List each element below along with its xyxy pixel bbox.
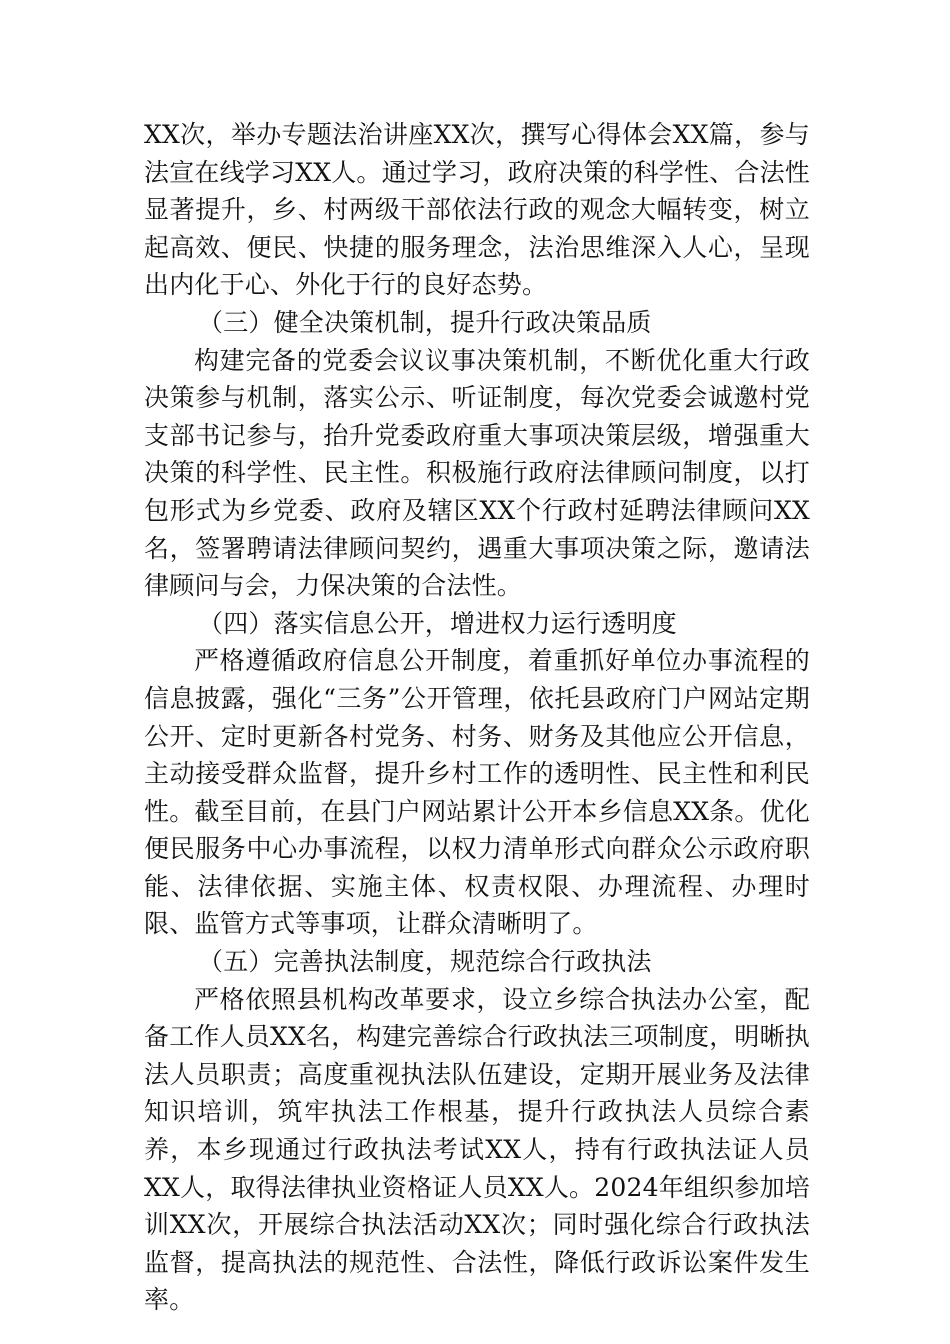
paragraph-decision-mechanism: 构建完备的党委会议议事决策机制，不断优化重大行政决策参与机制，落实公示、听证制度，每次党委会诚邀村党支部书记参与，抬升党委政府重大事项决策层级，增强重大决策的科学性、民主性。积极施行政府法律顾问制度，以打包形式为乡党委、政府及辖区XX个行政村延聘法律顾问XX名，签署聘请法律顾问契约，遇重大事项决策之际，邀请法律顾问与会，力保决策的合法性。 bbox=[144, 345, 810, 601]
section-heading-information-disclosure: （四）落实信息公开，增进权力运行透明度 bbox=[198, 608, 677, 638]
paragraph-law-enforcement: 严格依照县机构改革要求，设立乡综合执法办公室，配备工作人员XX名，构建完善综合行政执法三项制度，明晰执法人员职责；高度重视执法队伍建设，定期开展业务及法律知识培训，筑牢执法工作根基，提升行政执法人员综合素养，本乡现通过行政执法考试XX人，持有行政执法证人员XX人，取得法律执业资格证人员XX人。2024年组织参加培训XX次，开展综合执法活动XX次；同时强化综合行政执法监督，提高执法的规范性、合法性，降低行政诉讼案件发生率。 bbox=[144, 984, 810, 1315]
section-heading-decision-mechanism: （三）健全决策机制，提升行政决策品质 bbox=[198, 307, 652, 337]
paragraph-study-results: XX次，举办专题法治讲座XX次，撰写心得体会XX篇，参与法宣在线学习XX人。通过学习，政府决策的科学性、合法性显著提升，乡、村两级干部依法行政的观念大幅转变，树立起高效、便民、快捷的服务理念，法治思维深入人心，呈现出内化于心、外化于行的良好态势。 bbox=[144, 120, 810, 300]
section-heading-law-enforcement: （五）完善执法制度，规范综合行政执法 bbox=[198, 947, 652, 977]
paragraph-information-disclosure: 严格遵循政府信息公开制度，着重抓好单位办事流程的信息披露，强化“三务”公开管理，依托县政府门户网站定期公开、定时更新各村党务、村务、财务及其他应公开信息，主动接受群众监督，提升乡村工作的透明性、民主性和利民性。截至目前，在县门户网站累计公开本乡信息XX条。优化便民服务中心办事流程，以权力清单形式向群众公示政府职能、法律依据、实施主体、权责权限、办理流程、办理时限、监管方式等事项，让群众清晰明了。 bbox=[144, 646, 810, 939]
document-page bbox=[144, 116, 810, 1319]
